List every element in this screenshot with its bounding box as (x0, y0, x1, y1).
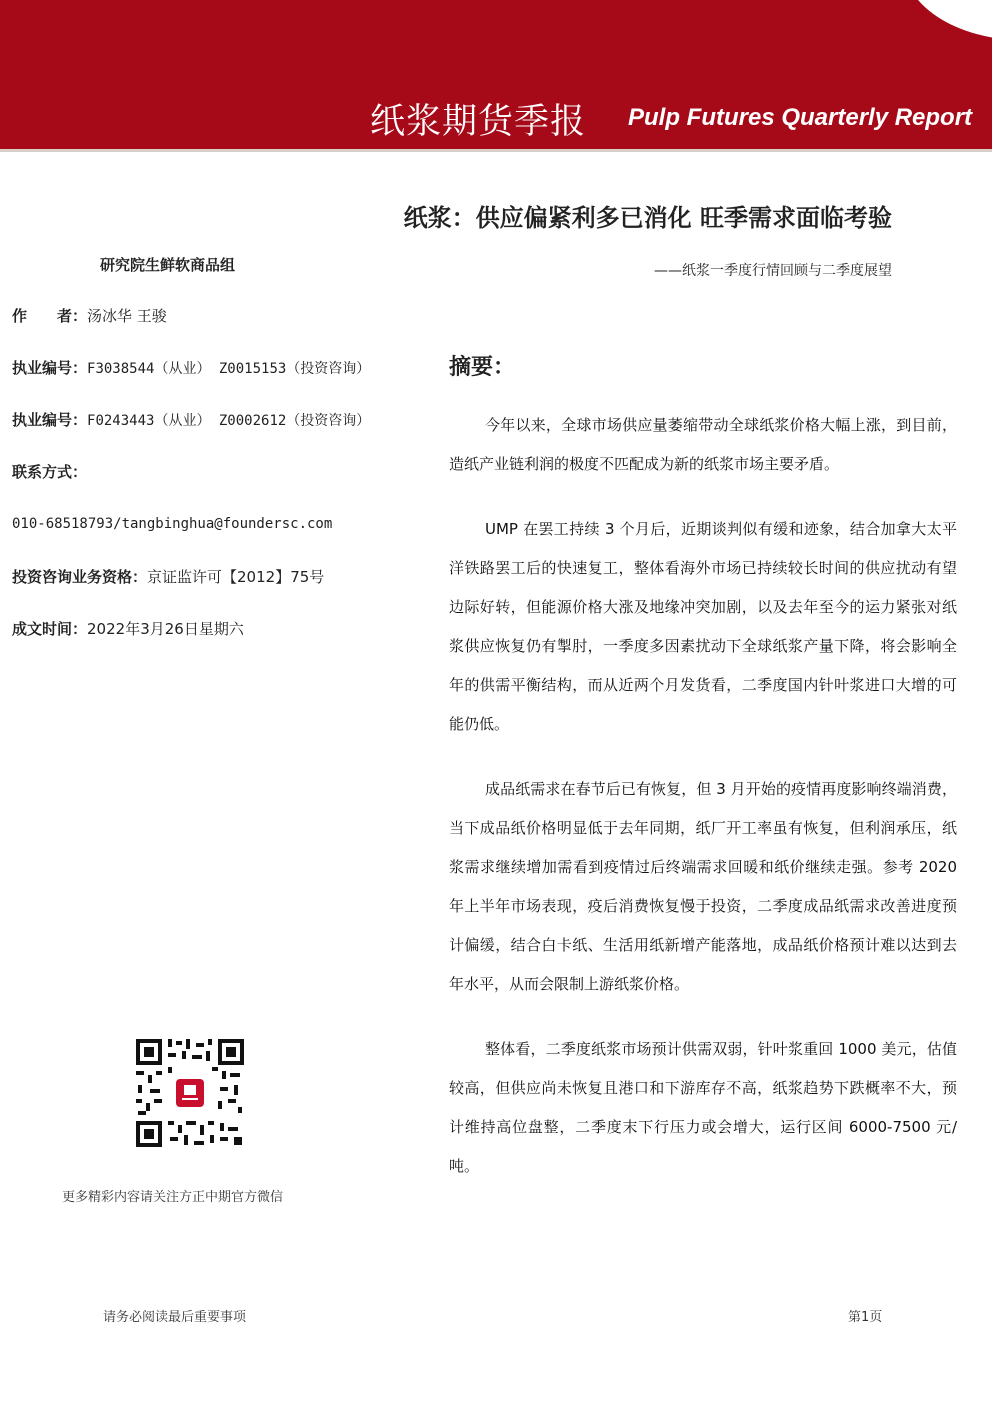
date-label: 成文时间： (12, 620, 88, 638)
report-title: 纸浆：供应偏紧利多已消化 旺季需求面临考验 (403, 204, 892, 232)
contact-line (12, 461, 87, 482)
license-line-1 (12, 357, 370, 378)
wechat-qr-code[interactable] (134, 1037, 246, 1149)
banner-corner-curve (902, 0, 992, 40)
summary-body (449, 406, 957, 1212)
date-line (12, 618, 244, 639)
report-subtitle: ——纸浆一季度行情回顾与二季度展望 (654, 263, 892, 279)
banner-title-en: Pulp Futures Quarterly Report (628, 104, 973, 131)
footer-notice: 请务必阅读最后重要事项 (103, 1310, 247, 1325)
contact-value: 010-68518793/tangbinghua@foundersc.com (12, 516, 333, 532)
qualification-line (12, 566, 324, 587)
summary-paragraph: UMP 在罢工持续 3 个月后，近期谈判似有缓和迹象，结合加拿大太平洋铁路罢工后的快速复工，整体看海外市场已持续较长时间的供应扰动有望边际好转，但能源价格大涨及地缘冲突加剧，以及去年至今的运力紧张对纸浆供应恢复仍有掣肘，一季度多因素扰动下全球纸浆产量下降，将会影响全年的供需平衡结构，而从近两个月发货看，二季度国内针叶浆进口大增的可能仍低。 (449, 520, 957, 733)
summary-heading: 摘要： (449, 355, 516, 380)
qr-caption: 更多精彩内容请关注方正中期官方微信 (62, 1190, 284, 1205)
license1-label: 执业编号： (12, 359, 88, 377)
contact-label: 联系方式： (12, 463, 88, 481)
summary-paragraph: 今年以来，全球市场供应量萎缩带动全球纸浆价格大幅上涨，到目前，造纸产业链利润的极度不匹配成为新的纸浆市场主要矛盾。 (449, 416, 957, 473)
department: 研究院生鲜软商品组 (100, 256, 236, 274)
license1-value: F3038544（从业） Z0015153（投资咨询） (87, 361, 371, 377)
banner-title-cn: 纸浆期货季报 (370, 102, 587, 142)
date-value: 2022年3月26日星期六 (87, 620, 244, 638)
qualification-label: 投资咨询业务资格： (12, 568, 148, 586)
author-line (12, 305, 167, 326)
banner-divider (0, 149, 992, 152)
license2-label: 执业编号： (12, 411, 88, 429)
qualification-value: 京证监许可【2012】75号 (147, 568, 325, 586)
summary-paragraph: 整体看，二季度纸浆市场预计供需双弱，针叶浆重回 1000 美元，估值较高，但供应尚未恢复且港口和下游库存不高，纸浆趋势下跌概率不大，预计维持高位盘整，二季度末下行压力或会增大，运行区间 6000-7500 元/吨。 (449, 1040, 957, 1175)
license2-value: F0243443（从业） Z0002612（投资咨询） (87, 413, 371, 429)
author-names: 汤冰华 王骏 (87, 307, 167, 325)
header-banner (0, 0, 992, 150)
license-line-2 (12, 409, 370, 430)
summary-paragraph: 成品纸需求在春节后已有恢复，但 3 月开始的疫情再度影响终端消费，当下成品纸价格明显低于去年同期，纸厂开工率虽有恢复，但利润承压，纸浆需求继续增加需看到疫情过后终端需求回暖和纸价继续走强。参考 2020 年上半年市场表现，疫后消费恢复慢于投资，二季度成品纸需求改善进度预计偏缓，结合白卡纸、生活用纸新增产能落地，成品纸价格预计难以达到去年水平，从而会限制上游纸浆价格。 (449, 780, 957, 993)
page-number: 第1页 (848, 1310, 883, 1325)
contact-value-line (12, 514, 332, 532)
author-label: 作 者： (12, 307, 88, 325)
